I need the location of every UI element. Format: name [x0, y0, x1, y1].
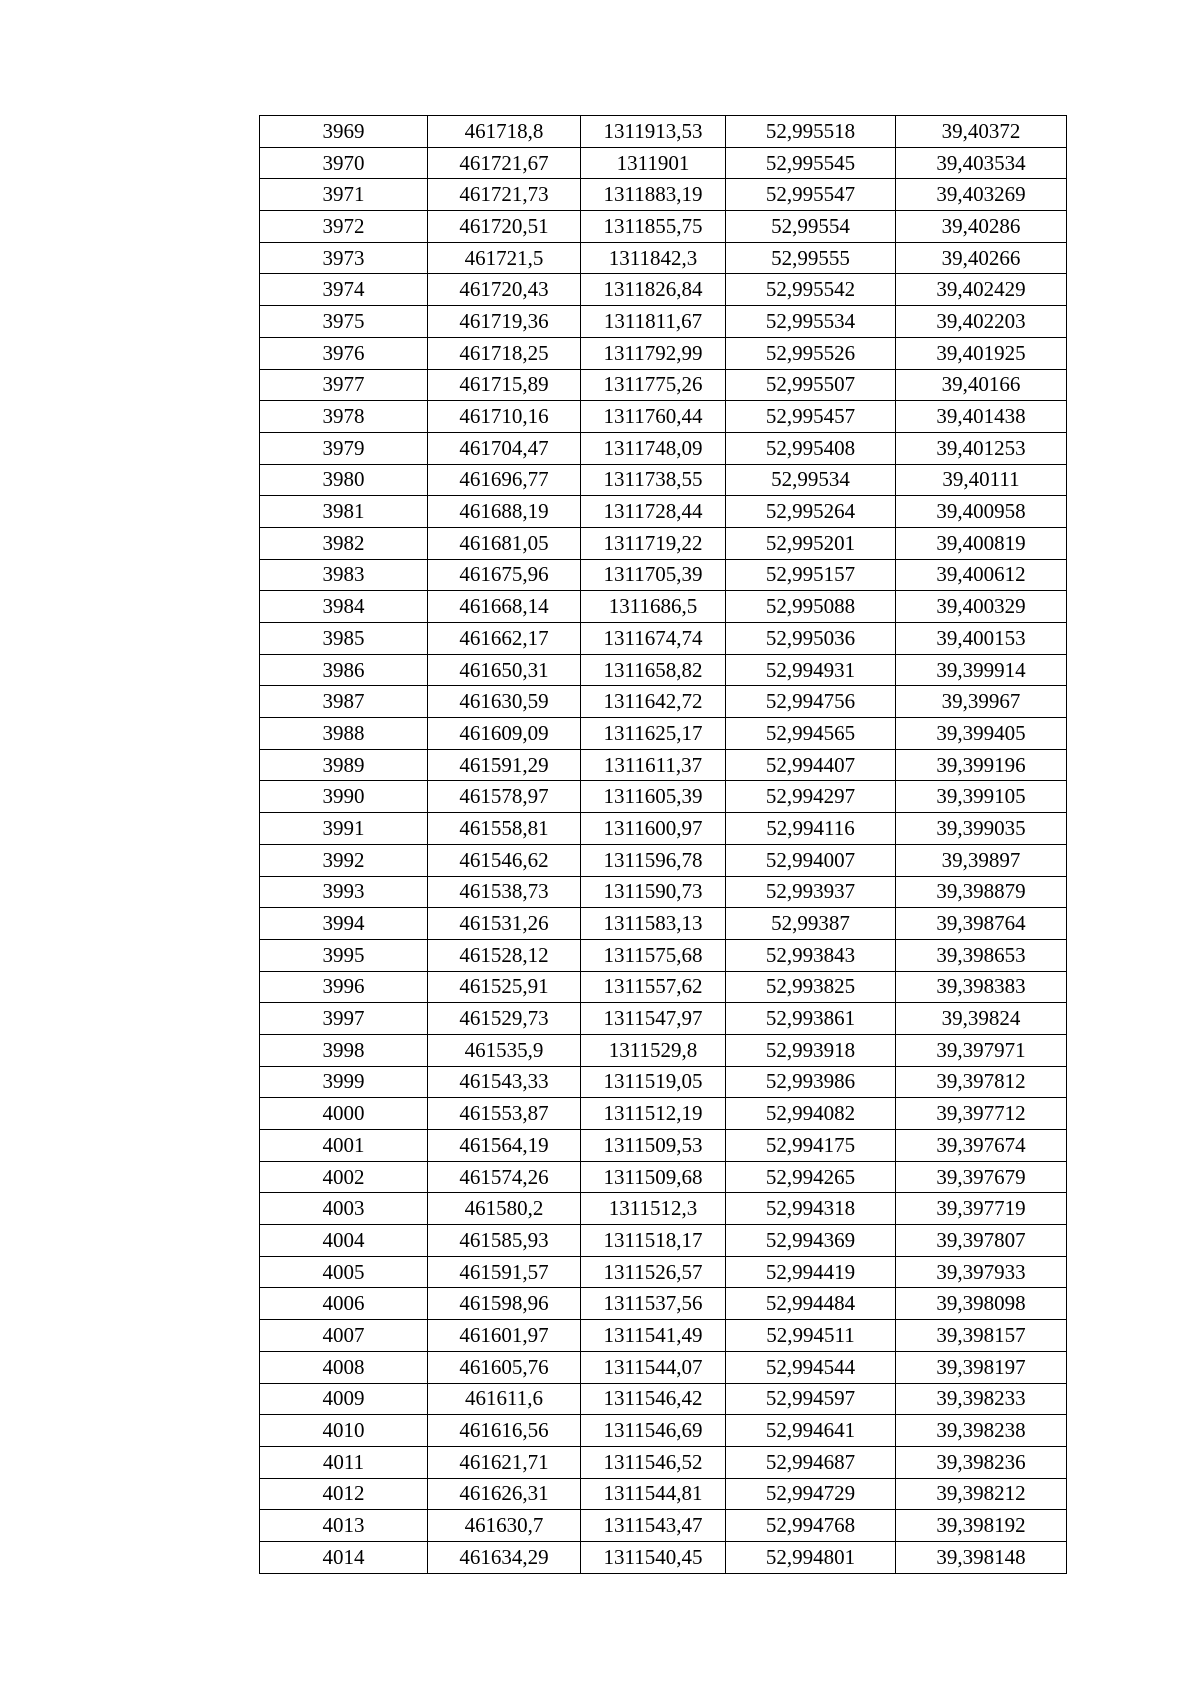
table-row — [260, 1225, 1067, 1257]
latitude-cell: 52,995036 — [726, 623, 896, 655]
latitude-cell: 52,994407 — [726, 749, 896, 781]
latitude-cell: 52,994768 — [726, 1510, 896, 1542]
latitude-cell: 52,995408 — [726, 432, 896, 464]
point-number-cell: 3994 — [260, 908, 428, 940]
longitude-cell: 39,398236 — [896, 1446, 1067, 1478]
y-coordinate-cell: 1311526,57 — [581, 1256, 726, 1288]
x-coordinate-cell: 461564,19 — [428, 1130, 581, 1162]
table-row — [260, 971, 1067, 1003]
y-coordinate-cell: 1311512,19 — [581, 1098, 726, 1130]
x-coordinate-cell: 461591,57 — [428, 1256, 581, 1288]
longitude-cell: 39,398098 — [896, 1288, 1067, 1320]
longitude-cell: 39,39967 — [896, 686, 1067, 718]
longitude-cell: 39,397674 — [896, 1130, 1067, 1162]
y-coordinate-cell: 1311792,99 — [581, 337, 726, 369]
point-number-cell: 3998 — [260, 1034, 428, 1066]
longitude-cell: 39,402203 — [896, 306, 1067, 338]
y-coordinate-cell: 1311546,52 — [581, 1446, 726, 1478]
longitude-cell: 39,397807 — [896, 1225, 1067, 1257]
x-coordinate-cell: 461704,47 — [428, 432, 581, 464]
longitude-cell: 39,398764 — [896, 908, 1067, 940]
y-coordinate-cell: 1311544,81 — [581, 1478, 726, 1510]
point-number-cell: 3990 — [260, 781, 428, 813]
table-row — [260, 1320, 1067, 1352]
latitude-cell: 52,99387 — [726, 908, 896, 940]
point-number-cell: 3984 — [260, 591, 428, 623]
x-coordinate-cell: 461721,5 — [428, 242, 581, 274]
table-row — [260, 1446, 1067, 1478]
x-coordinate-cell: 461591,29 — [428, 749, 581, 781]
longitude-cell: 39,399105 — [896, 781, 1067, 813]
x-coordinate-cell: 461721,73 — [428, 179, 581, 211]
table-row — [260, 844, 1067, 876]
x-coordinate-cell: 461719,36 — [428, 306, 581, 338]
x-coordinate-cell: 461531,26 — [428, 908, 581, 940]
point-number-cell: 3995 — [260, 939, 428, 971]
longitude-cell: 39,397971 — [896, 1034, 1067, 1066]
point-number-cell: 3983 — [260, 559, 428, 591]
latitude-cell: 52,995507 — [726, 369, 896, 401]
longitude-cell: 39,400153 — [896, 623, 1067, 655]
point-number-cell: 3975 — [260, 306, 428, 338]
y-coordinate-cell: 1311760,44 — [581, 401, 726, 433]
y-coordinate-cell: 1311738,55 — [581, 464, 726, 496]
x-coordinate-cell: 461721,67 — [428, 147, 581, 179]
table-row — [260, 337, 1067, 369]
y-coordinate-cell: 1311518,17 — [581, 1225, 726, 1257]
x-coordinate-cell: 461578,97 — [428, 781, 581, 813]
x-coordinate-cell: 461662,17 — [428, 623, 581, 655]
table-row — [260, 939, 1067, 971]
table-row — [260, 1383, 1067, 1415]
latitude-cell: 52,994597 — [726, 1383, 896, 1415]
y-coordinate-cell: 1311519,05 — [581, 1066, 726, 1098]
point-number-cell: 3985 — [260, 623, 428, 655]
longitude-cell: 39,399035 — [896, 813, 1067, 845]
point-number-cell: 3970 — [260, 147, 428, 179]
y-coordinate-cell: 1311686,5 — [581, 591, 726, 623]
table-row — [260, 686, 1067, 718]
table-row — [260, 1098, 1067, 1130]
longitude-cell: 39,401253 — [896, 432, 1067, 464]
longitude-cell: 39,39897 — [896, 844, 1067, 876]
x-coordinate-cell: 461525,91 — [428, 971, 581, 1003]
point-number-cell: 4014 — [260, 1541, 428, 1573]
table-row — [260, 496, 1067, 528]
longitude-cell: 39,400819 — [896, 527, 1067, 559]
longitude-cell: 39,398653 — [896, 939, 1067, 971]
latitude-cell: 52,994007 — [726, 844, 896, 876]
table-row — [260, 813, 1067, 845]
latitude-cell: 52,993861 — [726, 1003, 896, 1035]
point-number-cell: 4010 — [260, 1415, 428, 1447]
latitude-cell: 52,994931 — [726, 654, 896, 686]
latitude-cell: 52,994082 — [726, 1098, 896, 1130]
table-row — [260, 1351, 1067, 1383]
longitude-cell: 39,397933 — [896, 1256, 1067, 1288]
x-coordinate-cell: 461626,31 — [428, 1478, 581, 1510]
longitude-cell: 39,403534 — [896, 147, 1067, 179]
x-coordinate-cell: 461668,14 — [428, 591, 581, 623]
y-coordinate-cell: 1311540,45 — [581, 1541, 726, 1573]
table-row — [260, 401, 1067, 433]
table-row — [260, 1478, 1067, 1510]
x-coordinate-cell: 461553,87 — [428, 1098, 581, 1130]
y-coordinate-cell: 1311719,22 — [581, 527, 726, 559]
point-number-cell: 3972 — [260, 211, 428, 243]
latitude-cell: 52,994729 — [726, 1478, 896, 1510]
table-row — [260, 1415, 1067, 1447]
longitude-cell: 39,39824 — [896, 1003, 1067, 1035]
y-coordinate-cell: 1311529,8 — [581, 1034, 726, 1066]
point-number-cell: 4008 — [260, 1351, 428, 1383]
latitude-cell: 52,99554 — [726, 211, 896, 243]
table-row — [260, 654, 1067, 686]
x-coordinate-cell: 461529,73 — [428, 1003, 581, 1035]
x-coordinate-cell: 461681,05 — [428, 527, 581, 559]
latitude-cell: 52,994297 — [726, 781, 896, 813]
longitude-cell: 39,40372 — [896, 116, 1067, 148]
y-coordinate-cell: 1311775,26 — [581, 369, 726, 401]
longitude-cell: 39,399196 — [896, 749, 1067, 781]
point-number-cell: 3976 — [260, 337, 428, 369]
longitude-cell: 39,398157 — [896, 1320, 1067, 1352]
table-row — [260, 432, 1067, 464]
longitude-cell: 39,399405 — [896, 718, 1067, 750]
y-coordinate-cell: 1311537,56 — [581, 1288, 726, 1320]
table-row — [260, 1130, 1067, 1162]
y-coordinate-cell: 1311543,47 — [581, 1510, 726, 1542]
latitude-cell: 52,993937 — [726, 876, 896, 908]
y-coordinate-cell: 1311883,19 — [581, 179, 726, 211]
x-coordinate-cell: 461630,59 — [428, 686, 581, 718]
table-row — [260, 179, 1067, 211]
point-number-cell: 3973 — [260, 242, 428, 274]
x-coordinate-cell: 461718,8 — [428, 116, 581, 148]
table-row — [260, 116, 1067, 148]
point-number-cell: 3977 — [260, 369, 428, 401]
latitude-cell: 52,993843 — [726, 939, 896, 971]
y-coordinate-cell: 1311842,3 — [581, 242, 726, 274]
table-row — [260, 306, 1067, 338]
table-row — [260, 527, 1067, 559]
coordinates-table — [259, 115, 1067, 1574]
y-coordinate-cell: 1311826,84 — [581, 274, 726, 306]
y-coordinate-cell: 1311575,68 — [581, 939, 726, 971]
y-coordinate-cell: 1311658,82 — [581, 654, 726, 686]
x-coordinate-cell: 461543,33 — [428, 1066, 581, 1098]
y-coordinate-cell: 1311509,68 — [581, 1161, 726, 1193]
table-row — [260, 211, 1067, 243]
table-row — [260, 1541, 1067, 1573]
latitude-cell: 52,995545 — [726, 147, 896, 179]
x-coordinate-cell: 461650,31 — [428, 654, 581, 686]
x-coordinate-cell: 461688,19 — [428, 496, 581, 528]
table-row — [260, 274, 1067, 306]
table-row — [260, 591, 1067, 623]
longitude-cell: 39,397712 — [896, 1098, 1067, 1130]
x-coordinate-cell: 461675,96 — [428, 559, 581, 591]
point-number-cell: 4004 — [260, 1225, 428, 1257]
longitude-cell: 39,398238 — [896, 1415, 1067, 1447]
x-coordinate-cell: 461616,56 — [428, 1415, 581, 1447]
point-number-cell: 3979 — [260, 432, 428, 464]
longitude-cell: 39,398879 — [896, 876, 1067, 908]
y-coordinate-cell: 1311600,97 — [581, 813, 726, 845]
x-coordinate-cell: 461535,9 — [428, 1034, 581, 1066]
latitude-cell: 52,994116 — [726, 813, 896, 845]
y-coordinate-cell: 1311509,53 — [581, 1130, 726, 1162]
longitude-cell: 39,398148 — [896, 1541, 1067, 1573]
longitude-cell: 39,398383 — [896, 971, 1067, 1003]
longitude-cell: 39,40166 — [896, 369, 1067, 401]
table-row — [260, 1256, 1067, 1288]
point-number-cell: 3981 — [260, 496, 428, 528]
x-coordinate-cell: 461715,89 — [428, 369, 581, 401]
latitude-cell: 52,994484 — [726, 1288, 896, 1320]
longitude-cell: 39,40286 — [896, 211, 1067, 243]
y-coordinate-cell: 1311541,49 — [581, 1320, 726, 1352]
longitude-cell: 39,401438 — [896, 401, 1067, 433]
y-coordinate-cell: 1311557,62 — [581, 971, 726, 1003]
x-coordinate-cell: 461546,62 — [428, 844, 581, 876]
table-row — [260, 908, 1067, 940]
point-number-cell: 3969 — [260, 116, 428, 148]
y-coordinate-cell: 1311748,09 — [581, 432, 726, 464]
point-number-cell: 4002 — [260, 1161, 428, 1193]
point-number-cell: 4007 — [260, 1320, 428, 1352]
longitude-cell: 39,398197 — [896, 1351, 1067, 1383]
point-number-cell: 3996 — [260, 971, 428, 1003]
latitude-cell: 52,994641 — [726, 1415, 896, 1447]
x-coordinate-cell: 461720,51 — [428, 211, 581, 243]
table-row — [260, 464, 1067, 496]
x-coordinate-cell: 461609,09 — [428, 718, 581, 750]
y-coordinate-cell: 1311705,39 — [581, 559, 726, 591]
latitude-cell: 52,994175 — [726, 1130, 896, 1162]
latitude-cell: 52,995457 — [726, 401, 896, 433]
y-coordinate-cell: 1311583,13 — [581, 908, 726, 940]
longitude-cell: 39,403269 — [896, 179, 1067, 211]
y-coordinate-cell: 1311611,37 — [581, 749, 726, 781]
y-coordinate-cell: 1311642,72 — [581, 686, 726, 718]
point-number-cell: 3997 — [260, 1003, 428, 1035]
latitude-cell: 52,995542 — [726, 274, 896, 306]
latitude-cell: 52,994544 — [726, 1351, 896, 1383]
latitude-cell: 52,994511 — [726, 1320, 896, 1352]
table-row — [260, 876, 1067, 908]
point-number-cell: 3992 — [260, 844, 428, 876]
x-coordinate-cell: 461611,6 — [428, 1383, 581, 1415]
table-row — [260, 623, 1067, 655]
point-number-cell: 4005 — [260, 1256, 428, 1288]
table-row — [260, 369, 1067, 401]
point-number-cell: 3978 — [260, 401, 428, 433]
point-number-cell: 4001 — [260, 1130, 428, 1162]
latitude-cell: 52,994565 — [726, 718, 896, 750]
point-number-cell: 3993 — [260, 876, 428, 908]
latitude-cell: 52,995264 — [726, 496, 896, 528]
x-coordinate-cell: 461598,96 — [428, 1288, 581, 1320]
latitude-cell: 52,995088 — [726, 591, 896, 623]
longitude-cell: 39,399914 — [896, 654, 1067, 686]
point-number-cell: 4013 — [260, 1510, 428, 1542]
latitude-cell: 52,99555 — [726, 242, 896, 274]
point-number-cell: 3991 — [260, 813, 428, 845]
y-coordinate-cell: 1311512,3 — [581, 1193, 726, 1225]
y-coordinate-cell: 1311855,75 — [581, 211, 726, 243]
latitude-cell: 52,993825 — [726, 971, 896, 1003]
latitude-cell: 52,993986 — [726, 1066, 896, 1098]
x-coordinate-cell: 461621,71 — [428, 1446, 581, 1478]
point-number-cell: 3989 — [260, 749, 428, 781]
latitude-cell: 52,994369 — [726, 1225, 896, 1257]
latitude-cell: 52,995534 — [726, 306, 896, 338]
longitude-cell: 39,400612 — [896, 559, 1067, 591]
longitude-cell: 39,397719 — [896, 1193, 1067, 1225]
y-coordinate-cell: 1311546,42 — [581, 1383, 726, 1415]
table-row — [260, 1161, 1067, 1193]
y-coordinate-cell: 1311674,74 — [581, 623, 726, 655]
y-coordinate-cell: 1311811,67 — [581, 306, 726, 338]
longitude-cell: 39,401925 — [896, 337, 1067, 369]
y-coordinate-cell: 1311728,44 — [581, 496, 726, 528]
x-coordinate-cell: 461580,2 — [428, 1193, 581, 1225]
table-row — [260, 1193, 1067, 1225]
point-number-cell: 4012 — [260, 1478, 428, 1510]
point-number-cell: 3988 — [260, 718, 428, 750]
longitude-cell: 39,398192 — [896, 1510, 1067, 1542]
table-row — [260, 242, 1067, 274]
longitude-cell: 39,397679 — [896, 1161, 1067, 1193]
longitude-cell: 39,397812 — [896, 1066, 1067, 1098]
longitude-cell: 39,402429 — [896, 274, 1067, 306]
point-number-cell: 3986 — [260, 654, 428, 686]
table-row — [260, 749, 1067, 781]
latitude-cell: 52,995201 — [726, 527, 896, 559]
x-coordinate-cell: 461634,29 — [428, 1541, 581, 1573]
latitude-cell: 52,994756 — [726, 686, 896, 718]
point-number-cell: 3999 — [260, 1066, 428, 1098]
x-coordinate-cell: 461710,16 — [428, 401, 581, 433]
y-coordinate-cell: 1311625,17 — [581, 718, 726, 750]
point-number-cell: 3971 — [260, 179, 428, 211]
point-number-cell: 3974 — [260, 274, 428, 306]
y-coordinate-cell: 1311547,97 — [581, 1003, 726, 1035]
x-coordinate-cell: 461720,43 — [428, 274, 581, 306]
x-coordinate-cell: 461696,77 — [428, 464, 581, 496]
point-number-cell: 3982 — [260, 527, 428, 559]
point-number-cell: 4000 — [260, 1098, 428, 1130]
table-row — [260, 781, 1067, 813]
point-number-cell: 4003 — [260, 1193, 428, 1225]
y-coordinate-cell: 1311596,78 — [581, 844, 726, 876]
table-row — [260, 147, 1067, 179]
table-row — [260, 1034, 1067, 1066]
longitude-cell: 39,398233 — [896, 1383, 1067, 1415]
longitude-cell: 39,400329 — [896, 591, 1067, 623]
x-coordinate-cell: 461574,26 — [428, 1161, 581, 1193]
x-coordinate-cell: 461601,97 — [428, 1320, 581, 1352]
table-row — [260, 1003, 1067, 1035]
table-row — [260, 718, 1067, 750]
latitude-cell: 52,995518 — [726, 116, 896, 148]
latitude-cell: 52,995547 — [726, 179, 896, 211]
x-coordinate-cell: 461585,93 — [428, 1225, 581, 1257]
y-coordinate-cell: 1311590,73 — [581, 876, 726, 908]
y-coordinate-cell: 1311546,69 — [581, 1415, 726, 1447]
table-row — [260, 559, 1067, 591]
latitude-cell: 52,994318 — [726, 1193, 896, 1225]
latitude-cell: 52,995526 — [726, 337, 896, 369]
y-coordinate-cell: 1311605,39 — [581, 781, 726, 813]
point-number-cell: 4006 — [260, 1288, 428, 1320]
longitude-cell: 39,40111 — [896, 464, 1067, 496]
x-coordinate-cell: 461605,76 — [428, 1351, 581, 1383]
x-coordinate-cell: 461538,73 — [428, 876, 581, 908]
x-coordinate-cell: 461630,7 — [428, 1510, 581, 1542]
longitude-cell: 39,398212 — [896, 1478, 1067, 1510]
latitude-cell: 52,99534 — [726, 464, 896, 496]
y-coordinate-cell: 1311901 — [581, 147, 726, 179]
coordinates-table-body — [260, 116, 1067, 1574]
latitude-cell: 52,995157 — [726, 559, 896, 591]
table-row — [260, 1510, 1067, 1542]
latitude-cell: 52,994801 — [726, 1541, 896, 1573]
point-number-cell: 3980 — [260, 464, 428, 496]
latitude-cell: 52,993918 — [726, 1034, 896, 1066]
latitude-cell: 52,994419 — [726, 1256, 896, 1288]
point-number-cell: 4009 — [260, 1383, 428, 1415]
x-coordinate-cell: 461558,81 — [428, 813, 581, 845]
longitude-cell: 39,40266 — [896, 242, 1067, 274]
latitude-cell: 52,994265 — [726, 1161, 896, 1193]
table-row — [260, 1066, 1067, 1098]
y-coordinate-cell: 1311544,07 — [581, 1351, 726, 1383]
latitude-cell: 52,994687 — [726, 1446, 896, 1478]
point-number-cell: 3987 — [260, 686, 428, 718]
y-coordinate-cell: 1311913,53 — [581, 116, 726, 148]
x-coordinate-cell: 461528,12 — [428, 939, 581, 971]
x-coordinate-cell: 461718,25 — [428, 337, 581, 369]
longitude-cell: 39,400958 — [896, 496, 1067, 528]
table-row — [260, 1288, 1067, 1320]
point-number-cell: 4011 — [260, 1446, 428, 1478]
